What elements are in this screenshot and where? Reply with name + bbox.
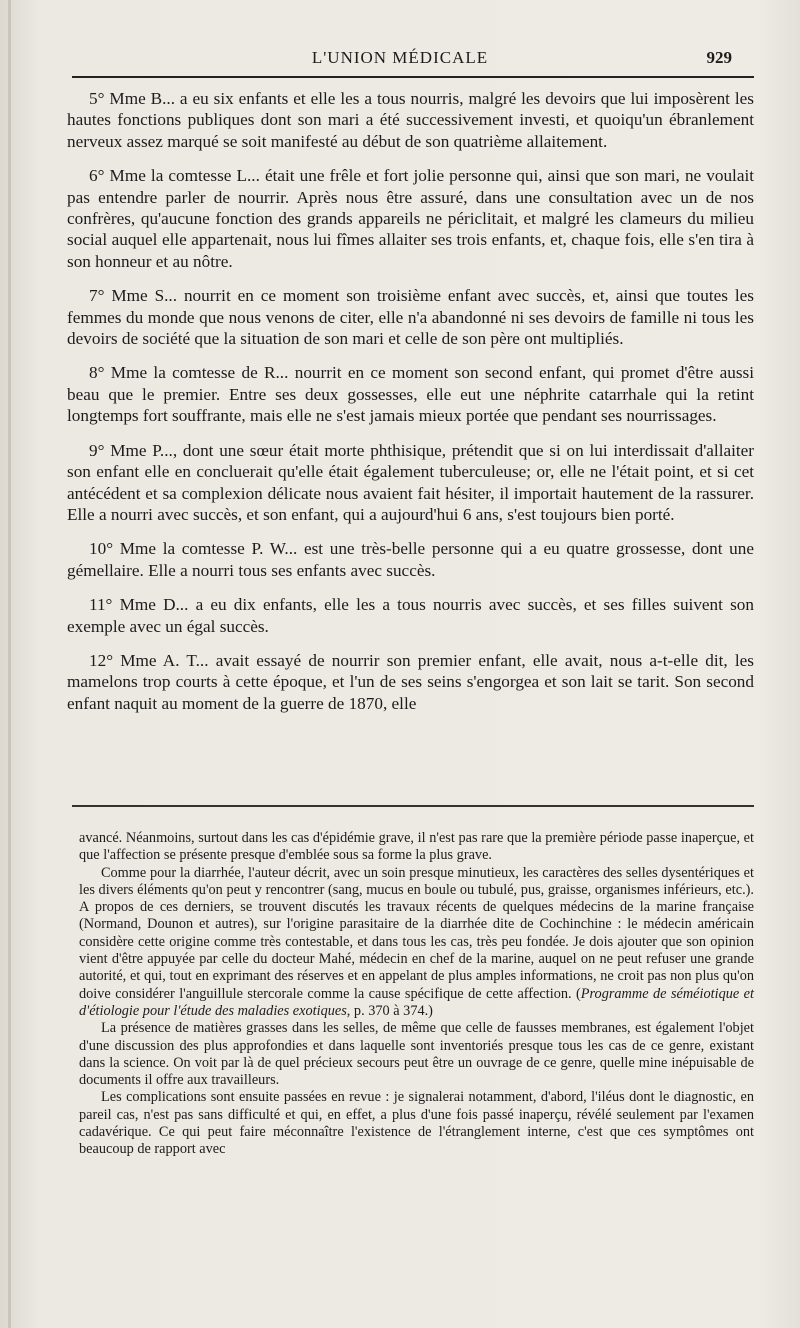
case-paragraph-12: 12° Mme A. T... avait essayé de nourrir son premier enfant, elle avait, nous a-t-elle dit, les mamelons trop courts à cette époque, et l'un de ses seins s'engorgea et son lait se tarit. Son second enfant naquit au moment de la guerre de 1870, elle <box>67 650 754 713</box>
page-header <box>60 48 740 70</box>
case-paragraph-6: 6° Mme la comtesse L... était une frêle et fort jolie personne qui, ainsi que son mari, ne voulait pas entendre parler de nourrir. Après nous être assuré, dans une consultation avec un de nos confrères, qu'aucune fonction des grands appareils ne périclitait, et malgré les clameurs du milieu social auquel elle appartenait, nous lui fîmes allaiter ses trois enfants, et, chaque fois, elle s'en tira à son honneur et au nôtre. <box>67 166 754 271</box>
footnote-section <box>79 830 754 1159</box>
footnote-paragraph-3: La présence de matières grasses dans les selles, de même que celle de fausses membranes, est également l'objet d'une discussion des plus approfondies et dans laquelle sont inventoriés presque tous les cas de ce genre, existant dans la science. On voit par là de quel précieux secours peut être un ouvrage de ce genre, quelle mine inépuisable de documents il offre aux travailleurs. <box>79 1020 754 1089</box>
case-paragraph-9: 9° Mme P..., dont une sœur était morte phthisique, prétendit que si on lui interdissait d'allaiter son enfant elle en concluerait qu'elle était également tuberculeuse; or, elle ne l'était point, et si cet antécédent et sa complexion délicate nous avaient fait hésiter, il importait hautement de la rassurer. Elle a nourri avec succès, et son enfant, qui a aujourd'hui 6 ans, s'est toujours bien porté. <box>67 440 754 524</box>
citation-title: Programme de séméiotique et d'étiologie pour l'étude des maladies exotiques <box>79 985 754 1019</box>
footnote-paragraph-1: avancé. Néanmoins, surtout dans les cas d'épidémie grave, il n'est pas rare que la première période passe inaperçue, et que l'affection se présente presque d'emblée sous sa forme la plus grave. <box>79 830 754 864</box>
page-number: 929 <box>706 48 732 67</box>
footnote-rule <box>72 805 754 807</box>
case-paragraph-7: 7° Mme S... nourrit en ce moment son troisième enfant avec succès, et, ainsi que toutes les femmes du monde que nous venons de citer, elle n'a abandonné ni ses devoirs de famille ni tous les devoirs de société que la situation de son mari et celle de son père ont multipliés. <box>67 286 754 349</box>
case-paragraph-5: 5° Mme B... a eu six enfants et elle les a tous nourris, malgré les devoirs que lui imposèrent les hautes fonctions publiques dont son mari a été successivement investi, et quoiqu'un ébranlement nerveux assez marqué se soit manifesté au début de son quatrième allaitement. <box>67 89 754 151</box>
running-title: L'UNION MÉDICALE <box>311 48 489 67</box>
case-paragraph-10: 10° Mme la comtesse P. W... est une très-belle personne qui a eu quatre grossesse, dont une gémellaire. Elle a nourri tous ses enfants avec succès. <box>67 539 754 580</box>
page-edge-shadow <box>8 0 11 1328</box>
main-body-text <box>67 88 754 714</box>
case-paragraph-8: 8° Mme la comtesse de R... nourrit en ce moment son second enfant, qui promet d'être aussi beau que le premier. Entre ses deux gossesses, elle eut une néphrite catarrhale qui la retint longtemps fort souffrante, mais elle ne s'est jamais mieux portée que pendant ses nourrissages. <box>67 363 754 426</box>
case-paragraph-11: 11° Mme D... a eu dix enfants, elle les a tous nourris avec succès, et ses filles suivent son exemple avec un égal succès. <box>67 595 754 636</box>
footnote-paragraph-2 <box>79 865 754 1021</box>
citation-pages: , p. 370 à 374.) <box>346 1002 433 1019</box>
header-rule <box>72 76 754 78</box>
footnote-paragraph-4: Les complications sont ensuite passées en revue : je signalerai notamment, d'abord, l'iléus dont le diagnostic, en pareil cas, n'est pas sans difficulté et qui, en effet, a plus d'une fois passé inaperçu, révélé seulement par l'examen cadavérique. Ce qui peut faire méconnaître l'existence de l'étranglement interne, c'est que ces symptômes ont beaucoup de rapport avec <box>79 1089 754 1158</box>
footnote-text: Comme pour la diarrhée, l'auteur décrit, avec un soin presque minutieux, les caractères des selles dysentériques et les divers éléments qu'on peut y rencontrer (sang, mucus en boule ou tubulé, pus, graisse, organismes inférieurs, etc.). A propos de ces derniers, se trouvent discutés les travaux récents de quelques médecins de la marine française (Normand, Dounon et autres), sur l'origine parasitaire de la diarrhée dite de Cochinchine : le médecin américain considère cette origine comme très contestable, et dans tous les cas, très peu fondée. Je dois ajouter que son opinion vient d'être appuyée par celle du docteur Mahé, médecin en chef de la marine, auquel on ne peut refuser une grande autorité, et qui, tout en exprimant des réserves et en appelant de plus amples informations, ne croit pas non plus qu'on doive considérer l'anguillule stercorale comme la cause spécifique de cette affection. ( <box>79 864 754 1002</box>
